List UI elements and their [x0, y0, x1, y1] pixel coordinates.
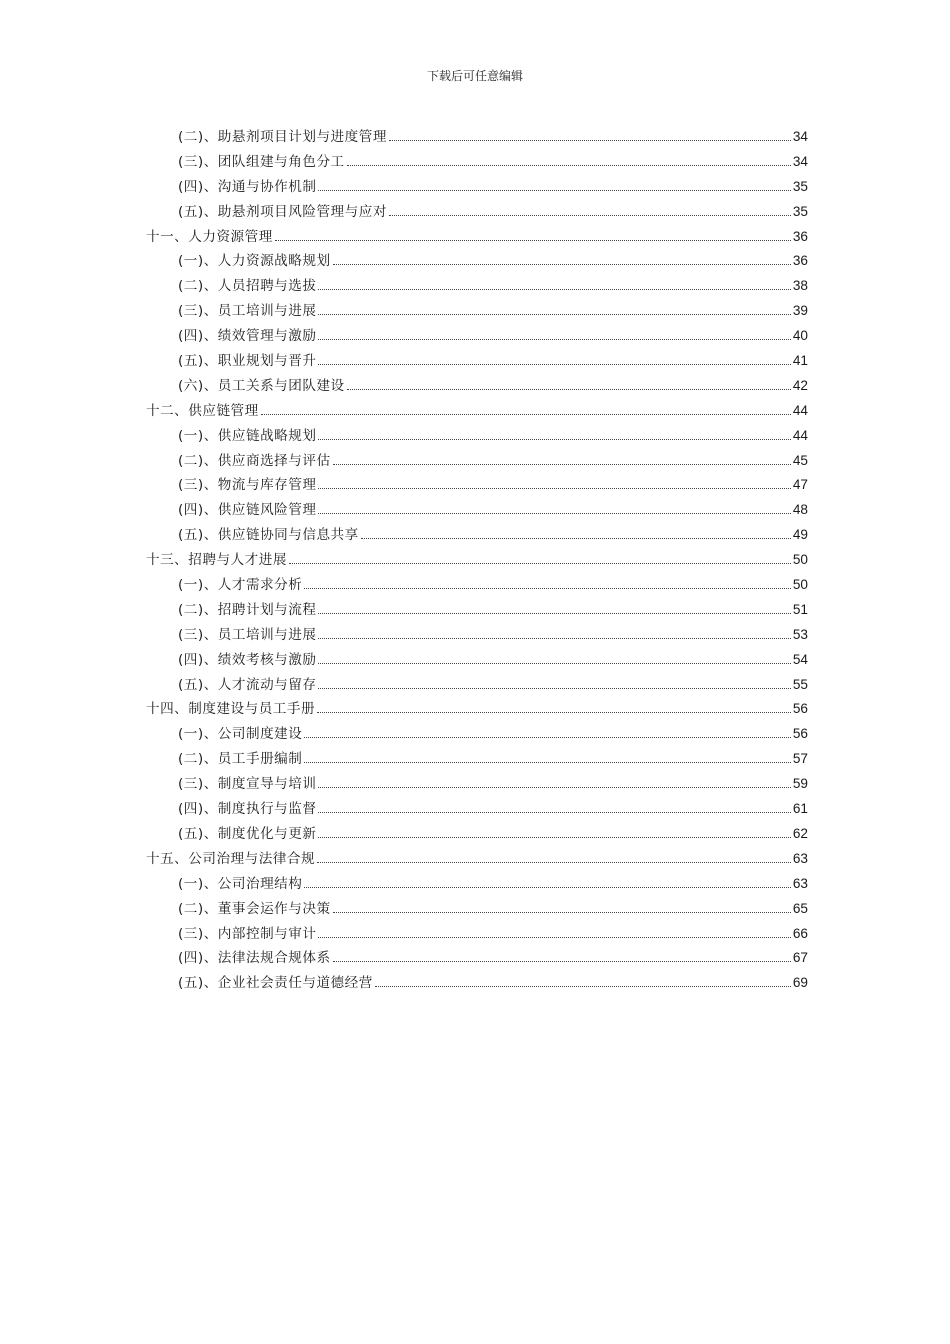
toc-entry[interactable]	[146, 897, 808, 922]
toc-entry[interactable]	[146, 971, 808, 996]
toc-entry-title: (三)、团队组建与角色分工	[178, 153, 345, 170]
toc-entry-page-number: 36	[792, 253, 808, 269]
toc-entry-title: (二)、员工手册编制	[178, 751, 303, 768]
toc-entry-title: (五)、企业社会责任与道德经营	[178, 975, 373, 992]
toc-entry-title: 十四、制度建设与员工手册	[146, 701, 316, 718]
toc-entry[interactable]	[146, 299, 808, 324]
toc-dot-leader	[318, 612, 790, 614]
toc-entry[interactable]	[146, 274, 808, 299]
toc-entry[interactable]	[146, 424, 808, 449]
toc-entry[interactable]	[146, 722, 808, 747]
toc-entry-page-number: 62	[792, 825, 808, 841]
toc-entry-page-number: 41	[792, 353, 808, 369]
toc-dot-leader	[318, 313, 790, 315]
toc-entry-page-number: 69	[792, 975, 808, 991]
toc-entry-page-number: 54	[792, 651, 808, 667]
toc-entry[interactable]	[146, 374, 808, 399]
toc-entry-title: (二)、招聘计划与流程	[178, 601, 317, 618]
toc-entry-title: (四)、法律法规合规体系	[178, 950, 331, 967]
toc-entry-title: (一)、人才需求分析	[178, 577, 303, 594]
toc-entry[interactable]	[146, 249, 808, 274]
toc-dot-leader	[375, 985, 791, 987]
toc-dot-leader	[304, 736, 791, 738]
toc-entry-page-number: 65	[792, 900, 808, 916]
toc-entry-title: (三)、员工培训与进展	[178, 626, 317, 643]
page-header: 下载后可任意编辑	[426, 69, 523, 83]
toc-entry[interactable]	[146, 548, 808, 573]
toc-entry[interactable]	[146, 449, 808, 474]
toc-entry-title: (二)、助悬剂项目计划与进度管理	[178, 129, 387, 145]
toc-entry[interactable]	[146, 697, 808, 722]
toc-entry[interactable]	[146, 747, 808, 772]
toc-entry-page-number: 45	[792, 452, 808, 468]
toc-entry-title: (四)、绩效考核与激励	[178, 651, 317, 668]
toc-entry-page-number: 42	[792, 377, 808, 393]
toc-dot-leader	[318, 936, 790, 938]
toc-dot-leader	[333, 463, 791, 465]
toc-entry-title: (四)、供应链风险管理	[178, 502, 317, 519]
toc-entry-page-number: 44	[792, 427, 808, 443]
toc-entry-title: (三)、内部控制与审计	[178, 925, 317, 942]
toc-entry[interactable]	[146, 150, 808, 175]
toc-entry-title: (一)、公司制度建设	[178, 726, 303, 743]
toc-entry-page-number: 50	[792, 552, 808, 568]
toc-entry[interactable]	[146, 648, 808, 673]
toc-entry-title: (二)、董事会运作与决策	[178, 900, 331, 917]
toc-dot-leader	[347, 388, 791, 390]
toc-entry-page-number: 36	[792, 228, 808, 244]
toc-entry-page-number: 56	[792, 726, 808, 742]
toc-dot-leader	[318, 288, 790, 290]
toc-entry-page-number: 66	[792, 925, 808, 941]
toc-entry[interactable]	[146, 175, 808, 200]
toc-entry[interactable]	[146, 847, 808, 872]
toc-dot-leader	[304, 587, 791, 589]
toc-dot-leader	[389, 214, 791, 216]
toc-entry[interactable]	[146, 872, 808, 897]
toc-entry-page-number: 55	[792, 676, 808, 692]
toc-entry-page-number: 39	[792, 303, 808, 319]
toc-dot-leader	[275, 239, 791, 241]
toc-dot-leader	[333, 263, 791, 265]
toc-entry[interactable]	[146, 946, 808, 971]
toc-dot-leader	[304, 886, 791, 888]
toc-entry-page-number: 47	[792, 477, 808, 493]
toc-entry[interactable]	[146, 399, 808, 424]
toc-dot-leader	[333, 911, 791, 913]
toc-entry-page-number: 40	[792, 328, 808, 344]
toc-entry[interactable]	[146, 349, 808, 374]
toc-entry-title: (一)、公司治理结构	[178, 875, 303, 892]
toc-entry-page-number: 59	[792, 776, 808, 792]
toc-entry-title: (三)、物流与库存管理	[178, 477, 317, 494]
toc-entry-title: 十三、招聘与人才进展	[146, 552, 287, 569]
toc-entry-page-number: 35	[792, 203, 808, 219]
toc-entry[interactable]	[146, 922, 808, 947]
toc-entry-title: (六)、员工关系与团队建设	[178, 377, 345, 394]
toc-entry[interactable]	[146, 473, 808, 498]
toc-entry-title: (四)、沟通与协作机制	[178, 178, 317, 195]
toc-entry[interactable]	[146, 573, 808, 598]
toc-entry-page-number: 50	[792, 577, 808, 593]
toc-entry-page-number: 67	[792, 950, 808, 966]
toc-dot-leader	[333, 960, 791, 962]
toc-dot-leader	[318, 786, 790, 788]
toc-entry-page-number: 35	[792, 178, 808, 194]
toc-entry-title: (五)、供应链协同与信息共享	[178, 527, 359, 544]
toc-dot-leader	[318, 637, 790, 639]
toc-entry[interactable]	[146, 797, 808, 822]
toc-entry-title: (四)、制度执行与监督	[178, 801, 317, 818]
toc-entry[interactable]	[146, 225, 808, 250]
toc-dot-leader	[261, 413, 791, 415]
toc-entry-title: (一)、人力资源战略规划	[178, 253, 331, 270]
toc-dot-leader	[317, 711, 791, 713]
toc-entry-page-number: 57	[792, 751, 808, 767]
toc-dot-leader	[318, 438, 790, 440]
toc-entry-title: (五)、制度优化与更新	[178, 825, 317, 842]
toc-dot-leader	[304, 761, 791, 763]
toc-dot-leader	[361, 537, 791, 539]
toc-entry-page-number: 48	[792, 502, 808, 518]
toc-entry[interactable]	[146, 623, 808, 648]
toc-entry-title: (二)、人员招聘与选拔	[178, 278, 317, 295]
toc-entry-page-number: 53	[792, 626, 808, 642]
toc-dot-leader	[289, 562, 791, 564]
toc-entry[interactable]	[146, 673, 808, 698]
toc-entry-title: 十五、公司治理与法律合规	[146, 850, 316, 867]
toc-entry[interactable]	[146, 498, 808, 523]
toc-entry[interactable]	[146, 822, 808, 847]
toc-entry-title: 十一、人力资源管理	[146, 228, 273, 245]
toc-dot-leader	[318, 662, 790, 664]
toc-entry[interactable]	[146, 598, 808, 623]
toc-dot-leader	[318, 836, 790, 838]
toc-dot-leader	[318, 338, 790, 340]
toc-entry-page-number: 51	[792, 601, 808, 617]
toc-dot-leader	[318, 363, 790, 365]
toc-entry[interactable]	[146, 523, 808, 548]
toc-entry-title: (三)、制度宣导与培训	[178, 776, 317, 793]
toc-entry-title: (五)、助悬剂项目风险管理与应对	[178, 203, 387, 220]
toc-dot-leader	[347, 164, 791, 166]
toc-entry-page-number: 38	[792, 278, 808, 294]
toc-dot-leader	[318, 811, 790, 813]
toc-entry-title: (五)、职业规划与晋升	[178, 353, 317, 370]
toc-entry-page-number: 63	[792, 875, 808, 891]
toc-entry-page-number: 61	[792, 801, 808, 817]
toc-dot-leader	[318, 189, 790, 191]
toc-entry-title: (二)、供应商选择与评估	[178, 452, 331, 469]
toc-dot-leader	[318, 687, 790, 689]
table-of-contents	[146, 125, 808, 996]
toc-entry-page-number: 44	[792, 402, 808, 418]
toc-entry[interactable]	[146, 200, 808, 225]
toc-entry[interactable]	[146, 772, 808, 797]
toc-entry[interactable]	[146, 324, 808, 349]
toc-entry-title: (五)、人才流动与留存	[178, 676, 317, 693]
toc-entry-title: (三)、员工培训与进展	[178, 303, 317, 320]
toc-dot-leader	[318, 487, 790, 489]
toc-dot-leader	[389, 139, 791, 141]
toc-entry-title: 十二、供应链管理	[146, 402, 259, 419]
toc-entry-page-number: 56	[792, 701, 808, 717]
toc-dot-leader	[317, 861, 791, 863]
toc-entry-page-number: 49	[792, 527, 808, 543]
toc-entry-title: (四)、绩效管理与激励	[178, 328, 317, 345]
toc-entry-page-number: 63	[792, 850, 808, 866]
toc-entry[interactable]	[146, 125, 808, 150]
toc-entry-title: (一)、供应链战略规划	[178, 427, 317, 444]
toc-dot-leader	[318, 512, 790, 514]
toc-entry-page-number: 34	[792, 129, 808, 144]
toc-entry-page-number: 34	[792, 153, 808, 169]
